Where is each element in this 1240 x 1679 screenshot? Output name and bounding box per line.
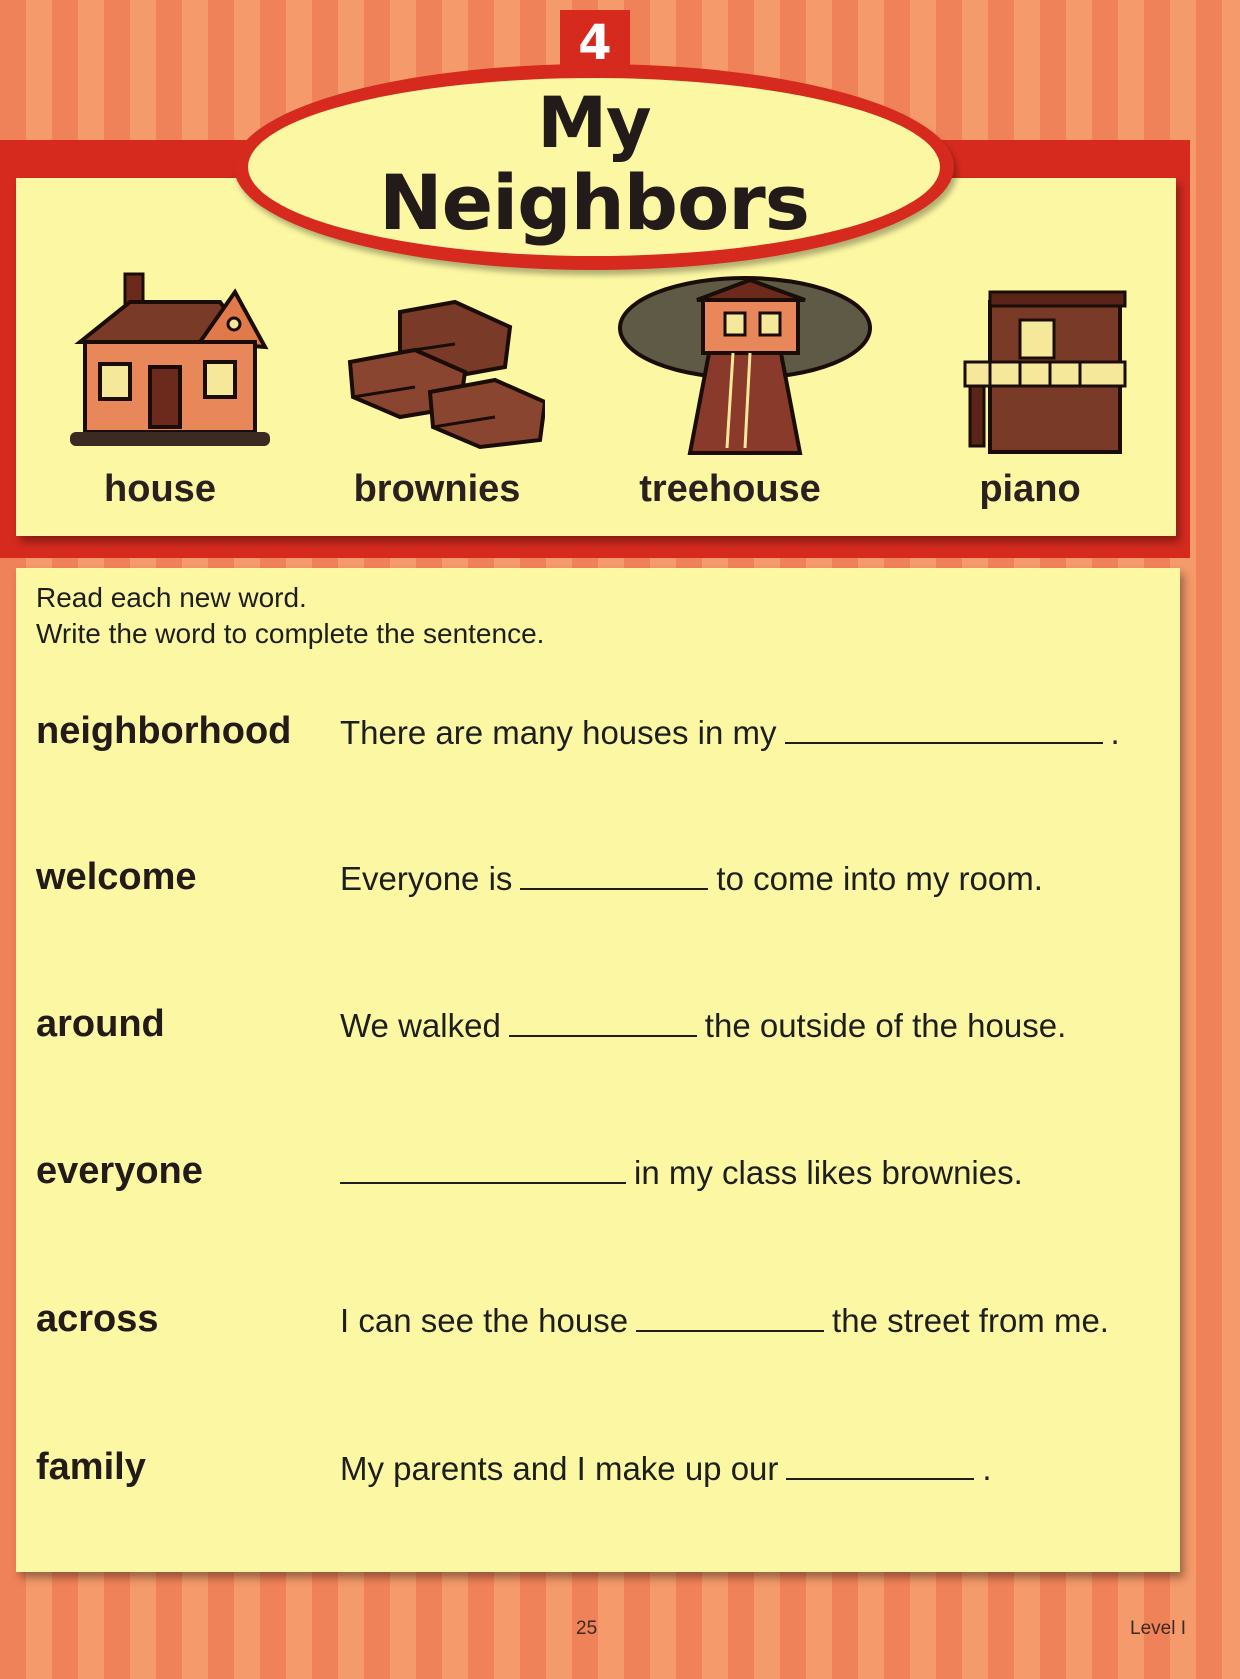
- label-treehouse: treehouse: [639, 468, 821, 510]
- piano-icon: [960, 272, 1130, 462]
- house-icon: [70, 272, 270, 462]
- label-brownies: brownies: [353, 468, 521, 510]
- vocab-word: family: [36, 1446, 146, 1488]
- vocab-word: welcome: [36, 856, 197, 898]
- instruction-line2: Write the word to complete the sentence.: [36, 618, 545, 649]
- sentence-row: [340, 714, 1120, 752]
- sentence-after: the street from me.: [832, 1302, 1109, 1339]
- sentence-after: .: [982, 1450, 992, 1487]
- answer-blank[interactable]: [636, 1304, 824, 1332]
- label-house: house: [104, 468, 216, 510]
- sentence-before: My parents and I make up our: [340, 1450, 779, 1487]
- vocab-word: neighborhood: [36, 710, 292, 752]
- answer-blank[interactable]: [509, 1009, 697, 1037]
- level-label: Level I: [1130, 1618, 1186, 1639]
- sentence-before: I can see the house: [340, 1302, 629, 1339]
- page-title-line1: My: [537, 82, 651, 164]
- answer-blank[interactable]: [785, 716, 1103, 744]
- sentence-row: [340, 1154, 1023, 1192]
- page-title-line2: Neighbors: [378, 158, 810, 247]
- treehouse-icon: [615, 268, 875, 458]
- lesson-number: 4: [560, 10, 630, 76]
- label-piano: piano: [979, 468, 1081, 510]
- sentence-row: [340, 860, 1043, 898]
- page-number: 25: [576, 1618, 598, 1639]
- answer-blank[interactable]: [786, 1452, 974, 1480]
- sentence-before: There are many houses in my: [340, 714, 777, 751]
- vocab-word: across: [36, 1298, 159, 1340]
- sentence-after: .: [1110, 714, 1120, 751]
- sentence-row: [340, 1007, 1066, 1045]
- vocab-word: around: [36, 1003, 165, 1045]
- sentence-row: [340, 1450, 992, 1488]
- answer-blank[interactable]: [340, 1156, 626, 1184]
- sentence-after: in my class likes brownies.: [634, 1154, 1023, 1191]
- answer-blank[interactable]: [520, 862, 708, 890]
- instruction-line1: Read each new word.: [36, 582, 307, 613]
- sentence-after: to come into my room.: [716, 860, 1043, 897]
- brownies-icon: [345, 272, 545, 462]
- sentence-before: Everyone is: [340, 860, 513, 897]
- sentence-row: [340, 1302, 1109, 1340]
- sentence-before: We walked: [340, 1007, 501, 1044]
- sentence-after: the outside of the house.: [704, 1007, 1067, 1044]
- vocab-word: everyone: [36, 1150, 203, 1192]
